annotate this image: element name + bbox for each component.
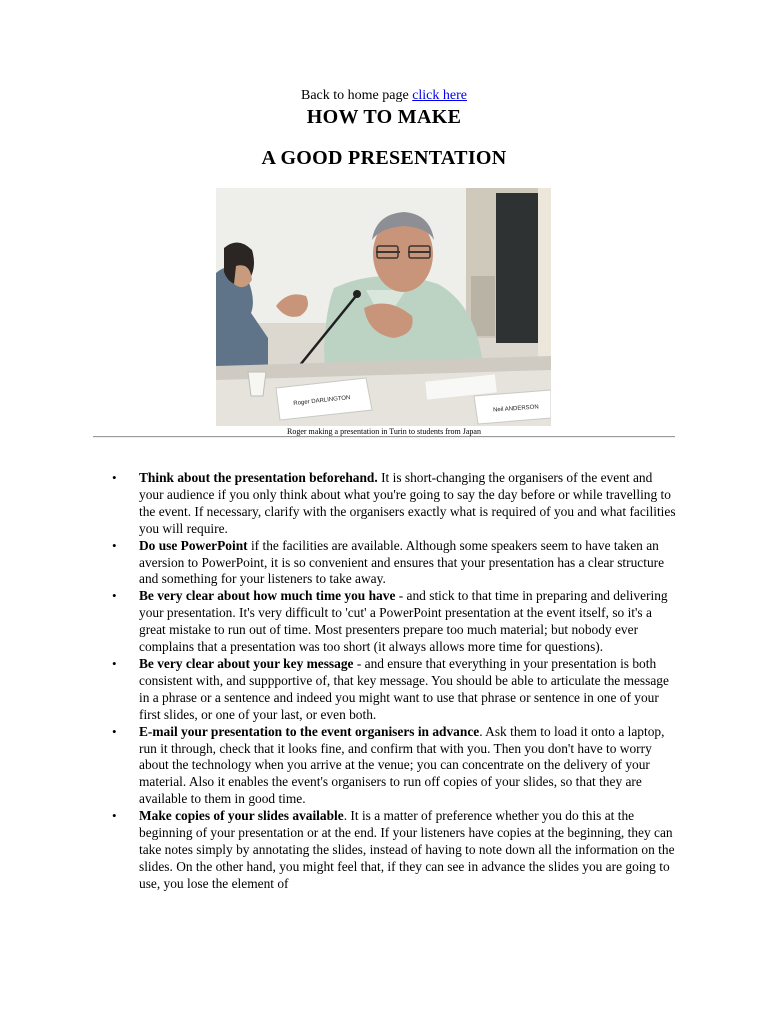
presentation-photo-illustration — [216, 188, 551, 426]
tip-heading: Think about the presentation beforehand. — [139, 470, 378, 485]
tip-text: if the facilities are available. Although some speakers seem to have taken an aversion to PowerPoint, it is so convenient and ensures that your presentation has a clear structure and something for your listeners to take away. — [139, 537, 665, 587]
back-to-home-text: Back to home page — [301, 88, 409, 103]
nameplate-right-text: Neil ANDERSON — [492, 404, 539, 414]
tip-heading: E-mail your presentation to the event organisers in advance — [139, 723, 480, 739]
list-item — [112, 538, 678, 589]
bullet-icon: • — [112, 537, 117, 553]
bullet-icon: • — [112, 588, 117, 604]
list-item — [112, 656, 678, 724]
tip-heading: Be very clear about how much time you have — [139, 588, 396, 604]
click-here-link[interactable]: click here — [412, 88, 467, 103]
bullet-icon: • — [112, 655, 117, 671]
list-item — [112, 808, 678, 893]
photo-caption: Roger making a presentation in Turin to students from Japan — [287, 427, 481, 436]
horizontal-divider — [93, 436, 675, 438]
nameplate-left-text: Roger DARLINGTON — [293, 395, 351, 407]
bullet-icon: • — [112, 723, 117, 739]
tip-text: . Ask them to load it onto a laptop, run it through, check that it looks fine, and confirm that with you. Then you don't have to worry about the technology when you arrive at the venue; you can concentrate on the delivery of your material. Also it enables the event's organisers to run off copies of your slides, so that they are available to them in good time. — [139, 723, 665, 807]
tip-text: It is short-changing the organisers of the event and your audience if you only think about what you're going to say the day before or while travelling to the event. If necessary, clarify with the organisers exactly what is required of you and what facilities you will require. — [139, 470, 676, 536]
presentation-tips-list — [112, 470, 678, 893]
tip-heading: Be very clear about your key message — [139, 655, 354, 671]
list-item — [112, 724, 678, 809]
tip-text: . It is a matter of preference whether you do this at the beginning of your presentation or at the end. If your listeners have copies at the beginning, they can take notes simply by annotating the slides, instead of having to note down all the information on the slides. On the other hand, you might feel that, if they can see in advance the slides you are going to use, you lose the element of — [139, 808, 675, 891]
page-title-line-2: A GOOD PRESENTATION — [261, 147, 507, 169]
tip-heading: Make copies of your slides available — [139, 808, 344, 824]
back-to-home-line — [0, 88, 768, 104]
tip-text: - and stick to that time in preparing and delivering your presentation. It's very difficult to 'cut' a PowerPoint presentation at the event itself, so it's a great mistake to run out of time. Most presenters prepare too much material; but nobody ever complains that a presentation was too short (it always allows more time for questions). — [139, 588, 668, 655]
tip-text: - and ensure that everything in your presentation is both consistent with, and suppportive of, that key message. You should be able to articulate the message in a phrase or a sentence and indeed you might want to use that phrase or sentence in one of your first slides, or one of your last, or even both. — [139, 655, 669, 722]
page-title-line-1: HOW TO MAKE — [306, 106, 462, 128]
bullet-icon: • — [112, 470, 117, 485]
list-item — [112, 470, 678, 538]
tip-heading: Do use PowerPoint — [139, 537, 248, 553]
list-item — [112, 588, 678, 656]
presentation-photo — [216, 188, 551, 426]
bullet-icon: • — [112, 808, 117, 824]
